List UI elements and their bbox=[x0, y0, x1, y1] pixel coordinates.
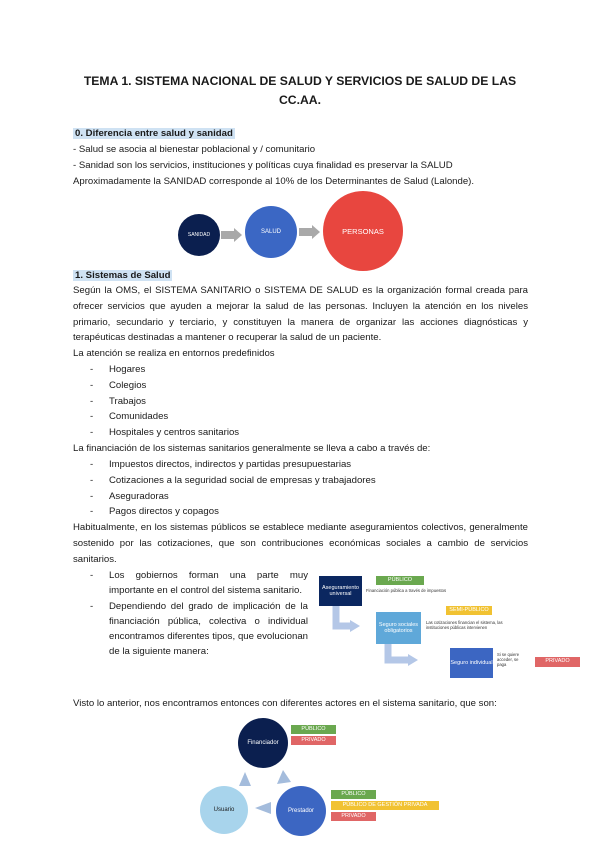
list-item: - Aseguradoras bbox=[90, 489, 376, 505]
note-2: Las cotizaciones financian el sistema, las instituciones públicas intervienen bbox=[426, 620, 503, 630]
seguro-individual-box: Seguro individual bbox=[450, 648, 493, 678]
financiador-circle: Financiador bbox=[238, 718, 288, 768]
list-item: - Hogares bbox=[90, 362, 239, 378]
section-1-paragraph-5: Visto lo anterior, nos encontramos entonces con diferentes actores en el sistema sanitario, que son: bbox=[73, 698, 497, 709]
sanidad-label: SANIDAD bbox=[187, 232, 211, 238]
salud-circle bbox=[245, 206, 297, 258]
financiador-privado-tag: PRIVADO bbox=[291, 736, 336, 745]
financiador-publico-tag: PÚBLICO bbox=[291, 725, 336, 734]
entornos-list bbox=[90, 362, 239, 441]
list-item: - Colegios bbox=[90, 378, 239, 394]
list-item: - Comunidades bbox=[90, 409, 239, 425]
prestador-privado-tag: PRIVADO bbox=[331, 812, 376, 821]
prestador-publico-tag: PÚBLICO bbox=[331, 790, 376, 799]
salud-label: SALUD bbox=[260, 229, 281, 235]
list-item: - Hospitales y centros sanitarios bbox=[90, 425, 239, 441]
arrow-right-icon bbox=[299, 225, 321, 239]
list-item: - Pagos directos y copagos bbox=[90, 504, 376, 520]
list-item: - Trabajos bbox=[90, 394, 239, 410]
note-3: Si se quiere acceder, se paga bbox=[497, 652, 520, 667]
section-1-paragraph-3: La financiación de los sistemas sanitarios generalmente se lleva a cabo a través de: bbox=[73, 443, 431, 454]
seguro-social-box: Seguro sociales obligatorios bbox=[376, 612, 421, 644]
sanidad-circle bbox=[178, 214, 220, 256]
semi-publico-tag: SEMI-PÚBLICO bbox=[446, 606, 492, 615]
prestador-circle: Prestador bbox=[276, 786, 326, 836]
section-1-paragraph-2: La atención se realiza en entornos predefinidos bbox=[73, 348, 275, 359]
section-0-line-2: - Sanidad son los servicios, instituciones y políticas cuya finalidad es preservar la SALUD bbox=[73, 160, 453, 171]
section-1-heading: 1. Sistemas de Salud bbox=[75, 270, 171, 281]
aseguramiento-box: Aseguramiento universal bbox=[319, 576, 362, 606]
note-1: Financiación pública a través de impuestos bbox=[366, 588, 447, 593]
section-1-paragraph-4: Habitualmente, en los sistemas públicos se establece mediante aseguramientos colectivos, generalmente sostenido por las cotizaciones, que son contribuciones económicas sociales a cambio de servicios sanitarios. bbox=[73, 522, 528, 565]
publico-tag: PÚBLICO bbox=[376, 576, 424, 585]
section-0-line-1: - Salud se asocia al bienestar poblacional y / comunitario bbox=[73, 144, 316, 155]
usuario-circle: Usuario bbox=[200, 786, 248, 834]
list-item: - Dependiendo del grado de implicación de la financiación pública, colectiva o individual encontramos diferentes tipos, que evolucionan de la siguiente manera: bbox=[90, 599, 308, 660]
arrow-right-icon bbox=[221, 228, 243, 242]
page-title: TEMA 1. SISTEMA NACIONAL DE SALUD Y SERVICIOS DE SALUD DE LAS CC.AA. bbox=[83, 74, 517, 107]
list-item: - Cotizaciones a la seguridad social de empresas y trabajadores bbox=[90, 473, 376, 489]
list-item: - Impuestos directos, indirectos y partidas presupuestarias bbox=[90, 457, 376, 473]
section-1-paragraph-1: Según la OMS, el SISTEMA SANITARIO o SISTEMA DE SALUD es la organización formal creada para ofrecer servicios que ayuden a mejorar la salud de las personas. Incluyen la atención en los niveles primario, secundario y terciario, y constituyen la manera de organizar las acciones diagnósticas y terapéuticas destinadas a mantener o recuperar la salud de un paciente. bbox=[73, 285, 528, 344]
financiacion-list bbox=[90, 457, 376, 520]
section-0-heading: 0. Diferencia entre salud y sanidad bbox=[75, 128, 233, 139]
personas-label: PERSONAS bbox=[342, 226, 384, 236]
section-0-line-3: Aproximadamente la SANIDAD corresponde al 10% de los Determinantes de Salud (Lalonde). bbox=[73, 176, 475, 187]
privado-tag: PRIVADO bbox=[535, 657, 580, 667]
personas-circle bbox=[323, 191, 403, 271]
prestador-gestion-privada-tag: PÚBLICO DE GESTIÓN PRIVADA bbox=[331, 801, 439, 810]
gobierno-list bbox=[90, 568, 308, 660]
list-item: - Los gobiernos forman una parte muy importante en el control del sistema sanitario. bbox=[90, 568, 308, 599]
